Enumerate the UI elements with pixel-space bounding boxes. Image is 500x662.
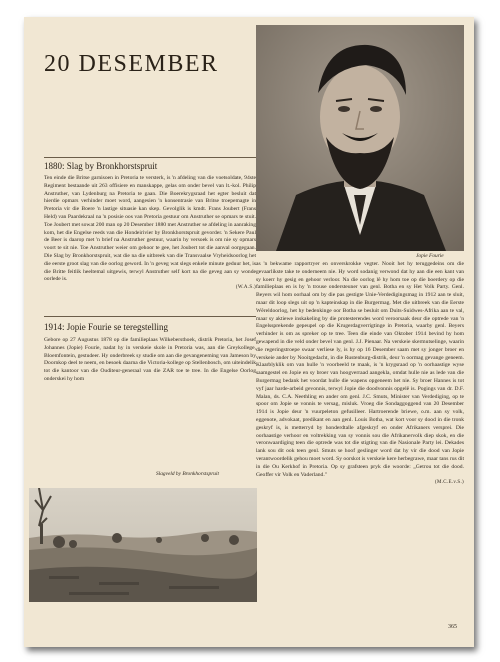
entry2-body: Gebore op 27 Augustus 1878 op die familieplaas Wilkebersthoek, distrik Pretoria, het Josef Johannes (Jopie) Fourie, nadat hy in verskeie skole in Pretoria was, aan die Greykollege, Bloemfontein, gestudeer. Hy onderbreek sy studie om aan die gevangeneming van Jameson by Doornkop deel te neem, en besoek daarna die Victoria-kollege op Stellenbosch, om uiteindelik tot die kantoor van die Ouditeur-generaal van die ZAR toe te tree. In die Engelse Oorlog onderskei hy hom bbox=[44, 337, 256, 382]
entry1-heading: 1880: Slag by Bronkhorstspruit bbox=[44, 161, 158, 171]
title-rule bbox=[44, 157, 256, 158]
battlefield-photo bbox=[29, 488, 257, 602]
entry2-continued: as 'n bekwame rapportryer en onverskrokke vegter. Nooit het hy teruggedeins om die gevaarlikste take te onderneem nie. Hy word sodanig verwond dat hy aan die een kant van sy koerr hy gesig en gehoor verloor. Na die oorlog lê hy hom toe op die boerdery op die familieplaas en is hy 'n trouse ondersteuner van genl. Botha en sy Het Volk Party. Genl. Beyers wil hom oorhaal om by die pas gestigte Unie-Verdedigingsmag in 1912 aan te sluit, maar dit loop slegs uit op 'n kapteinskap in die Burgermag. Met die uitbreek van die Eerste Wêreldoorlog, het hy bedenkinge oor Botha se besluit om Duits-Suidwes-Afrika aan te val, maar sy aktiewe inskakeling by die protesterendes word veroorsaak deur die optrede van 'n Engelssprekende gepeupel op die Krugerdagverrigtinge in Pretoria, waarby genl. Beyers verhinder is om as spreker op te tree. Teen die einde van Oktober 1914 bevind hy hom gewapend in die veld onder bevel van genl. J.J. Pienaar. Na verskeie skermutselinge, waarin die regeringstroepe swaar verliese ly, is hy op 16 Desember saam met sy jonger broer en verskeie ander by Nooitgedacht, in die Rustenburg-distrik, deur 'n oormag gevange geneem. Klaarblyklik om van hulle 'n voorbeeld te maak, is 'n krygsraad op 'n oorhaastige wyse saamgestel en Jopie en sy broer van hoogverraad aangekla, omdat hulle nie as lede van die Burgermag bedank het voordat hulle die wapens opgeneem het nie. Sy broer Hannes is tot vyf jaar harde-arbeid gevonnis, terwyl Jopie die doodvonnis opgelê is. Pogings van dr. D.F. Malan, ds. C.A. Neethling en ander om genl. J.C. Smuts, Minister van Verdediging, op te spoor om Jopie se vonnis te versag, misluk. Vroeg die Sondaggoggend van 20 Desember 1914 is Jopie deur 'n vuurpeleton gefusilleer. Hartroerende briewe, o.m. aan sy volk, eggenote, advokaat, predikant en aan genl. Louis Botha, wat kort voor sy dood in die tronk geskryf is, is metterryd by honderdtalle afgeskryf en onder Afrikaners versprei. Die oorhaastige verhoor en voltrekking van sy vonnis sou die Afrikanervolk diep skok, en die veronwaardiging teen die optrede was tot die stigting van die Nasionale Party lei. Dekades lank sou dit ook teen genl. Smuts se hoof geslinger word dat hy vir die dood van Jopie verantwoordelik gehou moet word. Sy oorskot is verskeie kere herbegrawe, maar tans rus dit in die Ou Kerkhof in Pretoria. Op sy grafsteen pryk die woorde: „Getrou tot die dood. Geoffer vir Volk en Vaderland." bbox=[256, 261, 464, 478]
battlefield-landscape-image bbox=[29, 488, 257, 602]
landscape-caption: Slagveld by Bronkhorstspruit bbox=[156, 471, 219, 477]
entry2-heading: 1914: Jopie Fourie se teregstelling bbox=[44, 322, 168, 332]
book-page bbox=[24, 17, 474, 647]
entry2-signature: (M.C.E.v.S.) bbox=[435, 480, 464, 486]
portrait-caption: Jopie Fourie bbox=[416, 253, 444, 259]
entry-divider bbox=[44, 316, 256, 317]
jopie-fourie-portrait-image bbox=[256, 25, 464, 251]
entry2-text-left bbox=[44, 337, 256, 465]
page-title: 20 DESEMBER bbox=[44, 51, 219, 77]
entry2-text-right bbox=[256, 261, 464, 627]
portrait-photo bbox=[256, 25, 464, 251]
page-number: 365 bbox=[448, 624, 457, 630]
entry1-body: Ten einde die Britse garnisoen in Pretoria te versterk, is 'n afdeling van die voetsoldate, 94ste Regiment bestaande uit 263 offisiere en manskappe, gelas om onder bevel van lt.-kol. Philip Anstruther, van Lydenburg na Pretoria te gaan. Die Boerekrygsraad het egter besluit dat hierdie opmars verhinder moet word, aangesien 'n konsentrasie van Britse troepemagte in Pretoria vir die Boere 'n lastige situasie kan skep. Gevolglik is kmdt. Frans Joubert (Frans Held) van Paardekraal na 'n posisie oos van Pretoria gestuur om Anstruther se opmars te stuit. Toe Joubert met sowat 200 man op 20 Desember 1880 met Anstruther se afdeling in aanraking kom, het die Engelse reeds van die Hondeirivier by Bronkhorstspruit gevorder. 'n Sekere Paul de Beer is daarop met 'n brief na Anstruther gestuur, waarin hy versoek is om nie sy opmars voort te sit nie. Toe Anstruther weier om gehoor te gee, het Joubert tot die aanval oorgegaan. Die Slag by Bronkhorstspruit, wat die na die uitbreek van die Transvaalse Vryheidsoorlog het die eerste groot slag van die oorlog geword. In 'n geveg wat slegs enkele minute geduur het, is die Britte feitlik heeltemal uitgewis, terwyl Anstruther self kort na die geveg aan sy wonde oorlede is. bbox=[44, 175, 256, 283]
entry1-signature: (W.A.S.) bbox=[235, 285, 256, 291]
entry1-text bbox=[44, 175, 256, 315]
